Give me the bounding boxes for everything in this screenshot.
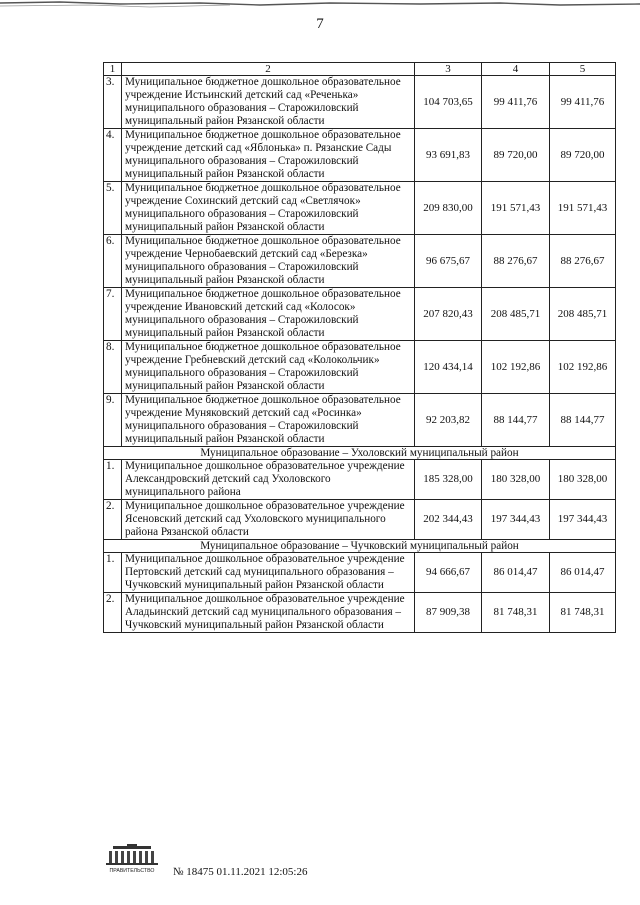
value-col-3: 93 691,83 [415, 129, 482, 182]
table-row [104, 553, 616, 593]
institution-name: Муниципальное бюджетное дошкольное образовательное учреждение детский сад «Яблонька» п. Рязанские Сады муниципального образования – Старожиловский муниципальный район Рязанской области [122, 129, 415, 182]
institution-name: Муниципальное бюджетное дошкольное образовательное учреждение Ивановский детский сад «Колосок» муниципального образования – Старожиловский муниципальный район Рязанской области [122, 288, 415, 341]
value-col-4: 88 276,67 [482, 235, 550, 288]
column-header: 4 [482, 63, 550, 76]
value-col-5: 88 144,77 [550, 394, 616, 447]
institution-name: Муниципальное бюджетное дошкольное образовательное учреждение Муняковский детский сад «Росинка» муниципального образования – Старожиловский муниципальный район Рязанской области [122, 394, 415, 447]
table-row [104, 394, 616, 447]
row-number: 2. [104, 500, 122, 540]
value-col-4: 197 344,43 [482, 500, 550, 540]
value-col-3: 94 666,67 [415, 553, 482, 593]
institution-name: Муниципальное бюджетное дошкольное образовательное учреждение Чернобаевский детский сад «Березка» муниципального образования – Старожиловский муниципальный район Рязанской области [122, 235, 415, 288]
value-col-4: 180 328,00 [482, 460, 550, 500]
table-row [104, 76, 616, 129]
value-col-4: 102 192,86 [482, 341, 550, 394]
table-row [104, 500, 616, 540]
column-header: 5 [550, 63, 616, 76]
column-header: 3 [415, 63, 482, 76]
institution-name: Муниципальное дошкольное образовательное учреждение Пертовский детский сад муниципального образования – Чучковский муниципальный район Рязанской области [122, 553, 415, 593]
value-col-4: 208 485,71 [482, 288, 550, 341]
value-col-3: 87 909,38 [415, 593, 482, 633]
row-number: 9. [104, 394, 122, 447]
page-number: 7 [316, 16, 324, 32]
institution-name: Муниципальное бюджетное дошкольное образовательное учреждение Сохинский детский сад «Светлячок» муниципального образования – Старожиловский муниципальный район Рязанской области [122, 182, 415, 235]
value-col-4: 89 720,00 [482, 129, 550, 182]
value-col-5: 208 485,71 [550, 288, 616, 341]
value-col-5: 180 328,00 [550, 460, 616, 500]
row-number: 2. [104, 593, 122, 633]
value-col-4: 99 411,76 [482, 76, 550, 129]
row-number: 7. [104, 288, 122, 341]
section-header-row [104, 540, 616, 553]
value-col-4: 88 144,77 [482, 394, 550, 447]
value-col-3: 207 820,43 [415, 288, 482, 341]
value-col-5: 88 276,67 [550, 235, 616, 288]
value-col-3: 185 328,00 [415, 460, 482, 500]
value-col-4: 81 748,31 [482, 593, 550, 633]
institution-name: Муниципальное дошкольное образовательное учреждение Ясеновский детский сад Ухоловского муниципального района Рязанской области [122, 500, 415, 540]
section-title: Муниципальное образование – Чучковский муниципальный район [104, 540, 616, 553]
value-col-3: 202 344,43 [415, 500, 482, 540]
value-col-5: 81 748,31 [550, 593, 616, 633]
column-header: 2 [122, 63, 415, 76]
value-col-5: 197 344,43 [550, 500, 616, 540]
document-footer [103, 838, 403, 888]
row-number: 8. [104, 341, 122, 394]
value-col-5: 86 014,47 [550, 553, 616, 593]
table-row [104, 288, 616, 341]
institution-name: Муниципальное бюджетное дошкольное образовательное учреждение Истьинский детский сад «Реченька» муниципального образования – Старожиловский муниципальный район Рязанской области [122, 76, 415, 129]
row-number: 3. [104, 76, 122, 129]
funding-table [103, 62, 616, 633]
table-row [104, 235, 616, 288]
institution-name: Муниципальное бюджетное дошкольное образовательное учреждение Гребневский детский сад «Колокольчик» муниципального образования – Старожиловский муниципальный район Рязанской области [122, 341, 415, 394]
section-header-row [104, 447, 616, 460]
value-col-5: 102 192,86 [550, 341, 616, 394]
value-col-3: 120 434,14 [415, 341, 482, 394]
value-col-3: 96 675,67 [415, 235, 482, 288]
value-col-3: 92 203,82 [415, 394, 482, 447]
table-row [104, 129, 616, 182]
table-row [104, 460, 616, 500]
section-title: Муниципальное образование – Ухоловский муниципальный район [104, 447, 616, 460]
scan-edge-artifact [0, 0, 640, 14]
table-header-row [104, 63, 616, 76]
registration-stamp: № 18475 01.11.2021 12:05:26 [173, 866, 308, 878]
row-number: 1. [104, 460, 122, 500]
value-col-4: 191 571,43 [482, 182, 550, 235]
institution-name: Муниципальное дошкольное образовательное учреждение Аладьинский детский сад муниципального образования – Чучковский муниципальный район Рязанской области [122, 593, 415, 633]
institution-name: Муниципальное дошкольное образовательное учреждение Александровский детский сад Ухоловского муниципального района [122, 460, 415, 500]
row-number: 5. [104, 182, 122, 235]
value-col-3: 209 830,00 [415, 182, 482, 235]
emblem-caption: ПРАВИТЕЛЬСТВО [109, 868, 155, 874]
column-header: 1 [104, 63, 122, 76]
row-number: 1. [104, 553, 122, 593]
value-col-5: 99 411,76 [550, 76, 616, 129]
value-col-5: 191 571,43 [550, 182, 616, 235]
government-stamp-icon [103, 844, 161, 874]
value-col-5: 89 720,00 [550, 129, 616, 182]
value-col-4: 86 014,47 [482, 553, 550, 593]
table-row [104, 341, 616, 394]
row-number: 6. [104, 235, 122, 288]
row-number: 4. [104, 129, 122, 182]
value-col-3: 104 703,65 [415, 76, 482, 129]
table-row [104, 182, 616, 235]
table-row [104, 593, 616, 633]
